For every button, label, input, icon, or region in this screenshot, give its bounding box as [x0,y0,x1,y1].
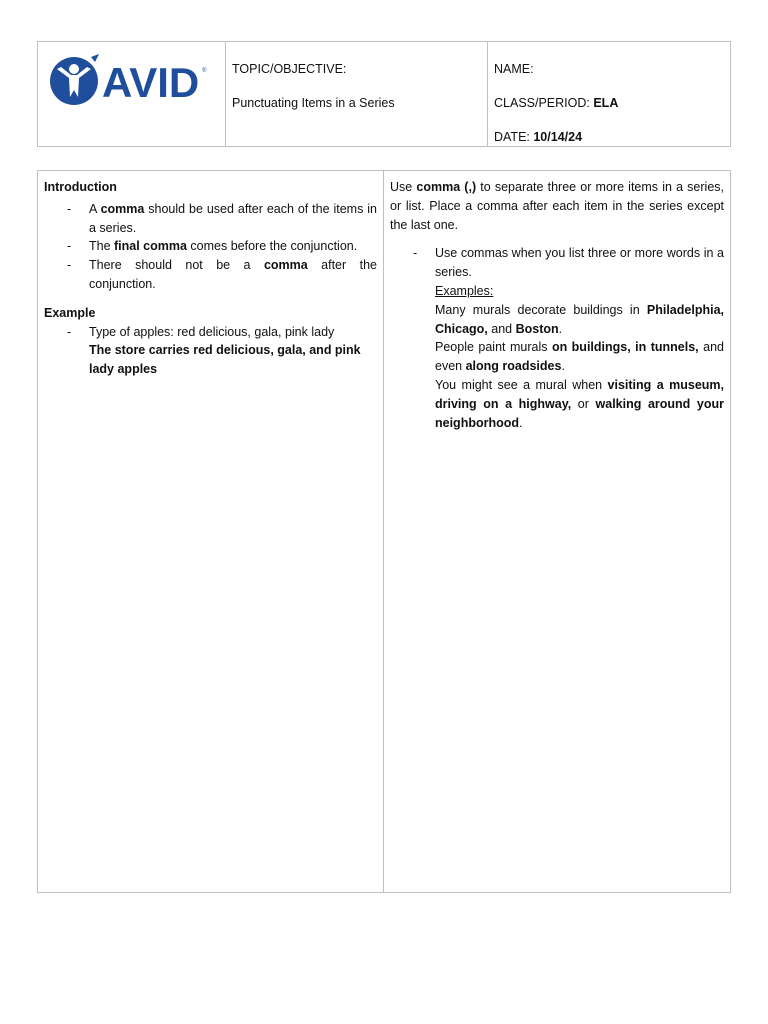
logo-text: AVID [102,59,200,106]
name-label: NAME: [494,62,534,76]
logo-cell [38,42,225,146]
introduction-list [44,200,377,294]
date [494,129,724,146]
class-value: ELA [593,96,619,110]
introduction-heading: Introduction [44,180,117,194]
right-column [384,171,730,892]
example-sentence-3: You might see a mural when visiting a museum, driving on a highway, or walking around your neighborhood. [435,377,724,430]
topic-label: TOPIC/OBJECTIVE: [232,62,347,76]
registered-mark: ® [202,68,207,74]
dash-bullet: - [413,246,418,261]
example-heading: Example [44,305,96,320]
list-item: - The final comma comes before the conjunction. [44,237,377,256]
dash-bullet: - [67,324,72,339]
examples-block [390,282,724,432]
avid-logo-person-icon [50,54,99,105]
list-item [44,323,377,379]
example-list [44,323,377,379]
list-item [390,244,724,282]
left-column [38,171,384,892]
student-info-cell [487,42,730,146]
dash-bullet: - [67,258,72,273]
rule-bullet-text: Use commas when you list three or more words in a series. [435,246,724,280]
avid-logo [47,52,217,108]
date-value: 10/14/24 [533,130,583,144]
rule-list [390,244,724,282]
header-table [37,41,731,147]
class-period [494,95,724,112]
topic-value: Punctuating Items in a Series [232,96,395,110]
list-item: - There should not be a comma after the conjunction. [67,258,377,291]
class-label: CLASS/PERIOD: [494,96,594,110]
list-item: - A comma should be used after each of the items in a series. [67,201,377,235]
example-sentence: The store carries red delicious, gala, and pink lady apples [89,343,361,377]
example-sentence-1: Many murals decorate buildings in Philadelphia, Chicago, and Boston. [435,302,724,336]
topic-cell [225,42,487,146]
dash-bullet: - [67,201,72,216]
dash-bullet: - [67,239,72,254]
example-item: Type of apples: red delicious, gala, pink lady [89,324,335,339]
rule-paragraph: Use comma (,) to separate three or more items in a series, or list. Place a comma after each item in the series except the last one. [390,180,724,232]
examples-label: Examples: [435,283,494,298]
notes-table [37,170,731,893]
date-label: DATE: [494,130,534,144]
example-sentence-2: People paint murals on buildings, in tunnels, and even along roadsides. [435,340,724,374]
